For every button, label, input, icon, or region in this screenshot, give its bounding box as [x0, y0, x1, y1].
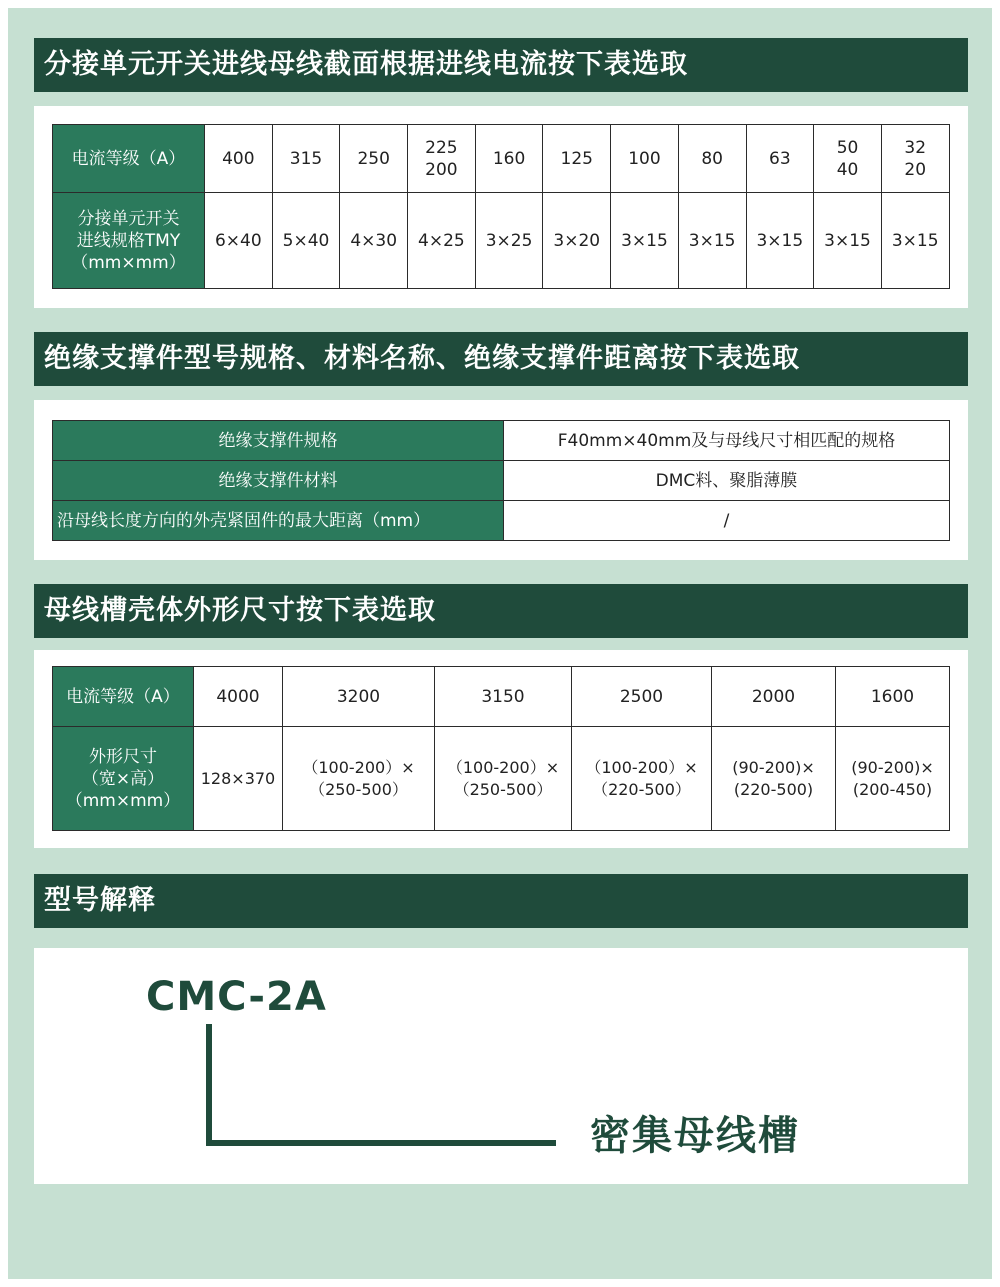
- spec-cell: 4×25: [408, 193, 476, 289]
- table-row-current: [53, 125, 950, 193]
- table-row: [53, 461, 950, 501]
- insulation-panel: [34, 400, 968, 560]
- current-cell: 160: [475, 125, 543, 193]
- table-row-spec: [53, 193, 950, 289]
- dimension-cell: (90-200)× (200-450): [836, 727, 950, 831]
- insulation-label-cell: 沿母线长度方向的外壳紧固件的最大距离（mm）: [53, 501, 504, 541]
- dimension-cell: (90-200)× (220-500): [712, 727, 836, 831]
- table-row: [53, 421, 950, 461]
- model-code: CMC-2A: [146, 974, 327, 1020]
- spec-header-cell: 分接单元开关 进线规格TMY （mm×mm）: [53, 193, 205, 289]
- insulation-label-cell: 绝缘支撑件规格: [53, 421, 504, 461]
- dimension-cell: 128×370: [194, 727, 283, 831]
- enclosure-table: [52, 666, 950, 831]
- dimension-header-cell: 外形尺寸 （宽×高） （mm×mm）: [53, 727, 194, 831]
- current-cell: 100: [611, 125, 679, 193]
- spec-cell: 3×15: [814, 193, 882, 289]
- connector-vertical-line: [206, 1024, 212, 1146]
- current-cell: 2500: [572, 667, 712, 727]
- model-explanation-panel: [34, 948, 968, 1184]
- page-background: [8, 8, 992, 1279]
- model-name: 密集母线槽: [590, 1113, 800, 1159]
- current-cell: 63: [746, 125, 814, 193]
- spec-cell: 6×40: [205, 193, 273, 289]
- spec-cell: 3×15: [678, 193, 746, 289]
- spec-cell: 3×15: [611, 193, 679, 289]
- tap-unit-table: [52, 124, 950, 289]
- insulation-value-cell: /: [504, 501, 950, 541]
- current-cell: 400: [205, 125, 273, 193]
- insulation-value-cell: DMC料、聚脂薄膜: [504, 461, 950, 501]
- table-row: [53, 501, 950, 541]
- section-title-model: 型号解释: [34, 874, 968, 928]
- section-title-insulation: 绝缘支撑件型号规格、材料名称、绝缘支撑件距离按下表选取: [34, 332, 968, 386]
- current-cell: 250: [340, 125, 408, 193]
- current-cell: 225 200: [408, 125, 476, 193]
- connector-horizontal-line: [206, 1140, 556, 1146]
- current-header-cell: 电流等级（A）: [53, 125, 205, 193]
- section-title-tap-unit: 分接单元开关进线母线截面根据进线电流按下表选取: [34, 38, 968, 92]
- current-header-cell: 电流等级（A）: [53, 667, 194, 727]
- insulation-value-cell: F40mm×40mm及与母线尺寸相匹配的规格: [504, 421, 950, 461]
- dimension-cell: （100-200）× （250-500）: [435, 727, 572, 831]
- spec-cell: 5×40: [272, 193, 340, 289]
- spec-cell: 3×25: [475, 193, 543, 289]
- current-cell: 3200: [283, 667, 435, 727]
- tap-unit-panel: [34, 106, 968, 308]
- table-row-dimensions: [53, 727, 950, 831]
- section-title-enclosure: 母线槽壳体外形尺寸按下表选取: [34, 584, 968, 638]
- current-cell: 3150: [435, 667, 572, 727]
- current-cell: 125: [543, 125, 611, 193]
- spec-cell: 3×20: [543, 193, 611, 289]
- dimension-cell: （100-200）× （220-500）: [572, 727, 712, 831]
- current-cell: 1600: [836, 667, 950, 727]
- current-cell: 4000: [194, 667, 283, 727]
- current-cell: 32 20: [881, 125, 949, 193]
- table-row-current: [53, 667, 950, 727]
- spec-cell: 4×30: [340, 193, 408, 289]
- spec-cell: 3×15: [746, 193, 814, 289]
- current-cell: 2000: [712, 667, 836, 727]
- spec-cell: 3×15: [881, 193, 949, 289]
- insulation-label-cell: 绝缘支撑件材料: [53, 461, 504, 501]
- dimension-cell: （100-200）× （250-500）: [283, 727, 435, 831]
- current-cell: 80: [678, 125, 746, 193]
- current-cell: 315: [272, 125, 340, 193]
- insulation-table: [52, 420, 950, 541]
- current-cell: 50 40: [814, 125, 882, 193]
- enclosure-panel: [34, 650, 968, 848]
